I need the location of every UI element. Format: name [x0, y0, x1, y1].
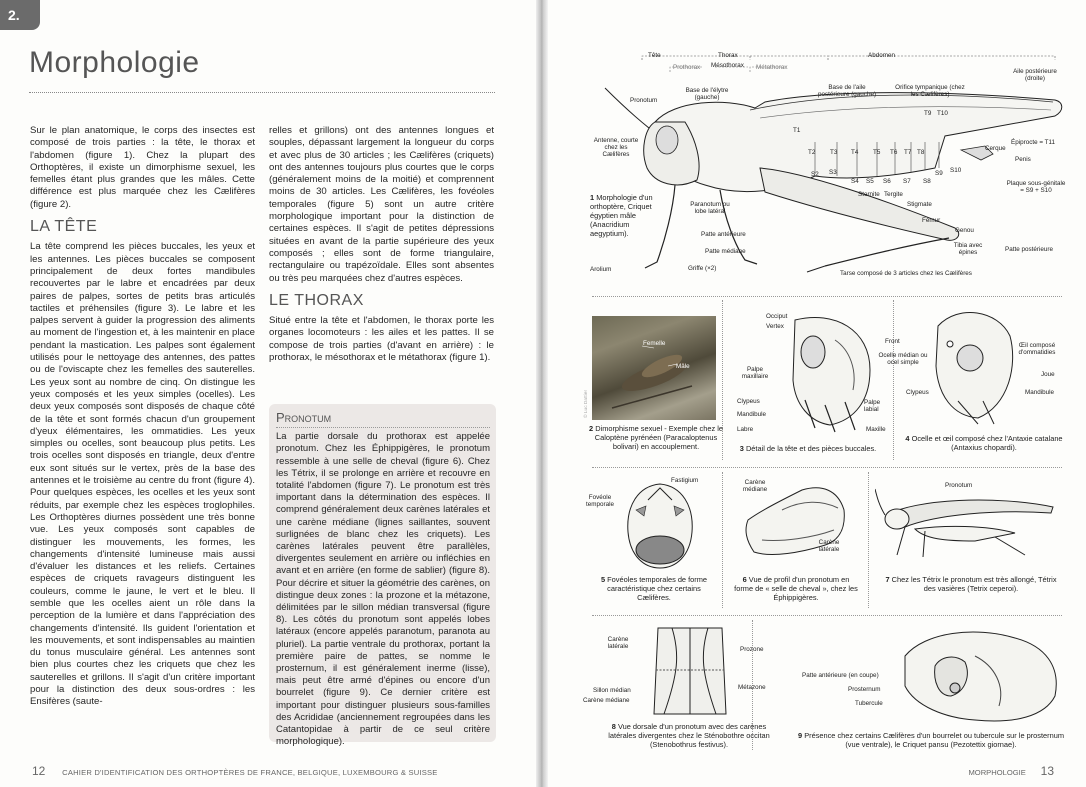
fig5-caption-text: Fovéoles temporales de forme caractéristique chez certains Cælifères. — [607, 575, 707, 602]
fig1-label-base-elytre: Base de l'élytre (gauche) — [685, 87, 729, 101]
fig1-s7: S7 — [903, 178, 911, 185]
column-1 — [30, 125, 255, 709]
fig1-label-abdomen: Abdomen — [868, 52, 895, 59]
heading-tete: LA TÊTE — [30, 218, 98, 236]
pronotum-box — [269, 404, 496, 748]
fig1-t10: T10 — [937, 110, 948, 117]
fig1-label-cerque: Cerque — [985, 145, 1006, 152]
fig1-label-patte-post: Patte postérieure — [1005, 246, 1053, 253]
fig1-t8: T8 — [917, 149, 925, 156]
fig5-label-foveole: Fovéole temporale — [585, 494, 614, 508]
fig1-caption — [590, 193, 658, 238]
fig1-label-epiprocte: Épiprocte = T11 — [1011, 139, 1056, 146]
fig1-label-patte-ant: Patte antérieure — [701, 231, 746, 238]
fig7-caption-text: Chez les Tétrix le pronotum est très allongé, Tétrix des vasières (Tetrix ceperoi). — [891, 575, 1057, 593]
fig3-label-occiput: Occiput — [766, 313, 788, 320]
running-title-left: CAHIER D'IDENTIFICATION DES ORTHOPTÈRES DE FRANCE, BELGIQUE, LUXEMBOURG & SUISSE — [62, 768, 438, 777]
fig5-caption-num: 5 — [600, 575, 606, 584]
fig3-caption-num: 3 — [739, 444, 744, 453]
fig8-label-carene-laterale: Carène latérale — [607, 636, 629, 650]
fig9-label-patte-ant: Patte antérieure (en coupe) — [802, 672, 879, 679]
tete-paragraph: La tête comprend les pièces buccales, les yeux et les antennes. Les pièces buccales se composent principalement de deux fortes mandibules recouvertes par le labre et encadrées par deux paires de palpes, sortes de petits bras articulés tactiles et préhensiles (figure 3). Le labre et les palpes servent à guider la progression des aliments au moment de l'ingestion et, à les maintenir en place pendant la mastication. Les palpes sont également utilisés pour le nettoyage des antennes, des pattes ou de l'oviscapte chez les femelles des sauterelles. Les yeux sont au nombre de cinq. On distingue les yeux composés et les yeux simples (ocelles). Les deux yeux composés sont disposés de chaque côté de la tête et sont formés chacun d'un groupement d'yeux élémentaires, les ommatidies. Les yeux simples ou ocelles, sont beaucoup plus petits. Les trois ocelles sont disposés en triangle, deux d'entre eux sont situés sur le vertex, près de la base des antennes et le troisième au centre du front (figure 4). Pour quelques espèces, les ocelles et les yeux sont réduits, par exemple chez les espèces troglophiles. Les Orthoptères diurnes possèdent une très bonne vue. Les yeux composés sont capables de distinguer les mouvements, les formes, les changements d'intensité lumineuse mais aussi d'évaluer les distances et les reliefs. Certaines espèces de criquets ravageurs distinguent les couleurs, comme le jaune, le vert et le bleu. Il semble que les ocelles aient un rôle dans la perception de la lumière et dans l'appréciation des changements d'intensité. Ils guident l'orientation et les mouvements, et sont indispensables au maintien du tonus musculaire général. Les antennes sont bien plus courtes chez les criquets que chez les sauterelles et grillons. Il s'agit d'un critère important pour la distinction des deux sous-ordres : les Ensifères (saute- — [30, 241, 255, 708]
fig6-label-carene-laterale: Carène latérale — [818, 539, 840, 553]
fig3-caption — [728, 444, 888, 453]
fig1-label-antenne: Antenne, courte chez les Cælifères — [593, 137, 639, 158]
fig5-label-fastigium: Fastigium — [671, 477, 699, 484]
running-title-right: MORPHOLOGIE — [968, 768, 1026, 777]
fig3-label-vertex: Vertex — [766, 323, 784, 330]
fig1-label-patte-med: Patte médiane — [705, 248, 746, 255]
fig6-label-carene-mediane: Carène médiane — [742, 479, 768, 493]
fig4-label-oeil: Œil composé d'ommatidies — [1018, 342, 1056, 356]
fig2-credit: © Luc Dattier — [584, 389, 589, 418]
fig1-caption-num: 1 — [590, 193, 595, 202]
intro-paragraph: Sur le plan anatomique, le corps des insectes est composé de trois parties : la tête, le thorax et l'abdomen (figure 1). Chez la plupart des Orthoptères, il existe un dimorphisme sexuel, les femelles étant plus grandes que les mâles. Cette différence est plus marquée chez les Cælifères (figure 2). — [30, 125, 255, 210]
fig1-label-mesothorax: Mésothorax — [711, 62, 744, 69]
fig2-caption — [588, 424, 724, 451]
fig5-drawing — [620, 480, 700, 572]
fig4-caption — [904, 434, 1064, 452]
fig1-label-aile-post: Aile postérieure (droite) — [1013, 68, 1057, 82]
book-gutter — [536, 0, 548, 787]
fig1-caption-text: Morphologie d'un orthoptère, Criquet égyptien mâle (Anacridium aegyptium). — [590, 193, 653, 238]
fig1-label-genou: Genou — [955, 227, 974, 234]
fig8-label-prozone: Prozone — [740, 646, 764, 653]
fig4-label-ocelle: Ocelle médian ou ocel simple — [878, 352, 928, 366]
fig1-label-orifice: Orifice tympanique (chez les Cælifères) — [895, 84, 965, 98]
fig3-label-palpe-labial: Palpe labial — [864, 399, 881, 413]
fig6-caption — [733, 575, 859, 602]
fig6-caption-num: 6 — [742, 575, 747, 584]
fig5-caption — [596, 575, 712, 602]
fig1-label-stigmate: Stigmate — [907, 201, 932, 208]
fig3-label-labre: Labre — [737, 426, 754, 433]
fig2-grasshoppers — [592, 316, 716, 420]
fig8-label-metazone: Métazone — [738, 684, 766, 691]
fig8-caption-text: Vue dorsale d'un pronotum avec des carènes latérales divergentes chez le Sténobothre occitan (Stenobothrus festivus). — [608, 722, 770, 749]
right-footer — [968, 764, 1054, 778]
fig1-label-pronotum: Pronotum — [630, 97, 658, 104]
fig1-t6: T6 — [890, 149, 898, 156]
box-title: Pronotum — [276, 412, 490, 428]
fig1-t3: T3 — [830, 149, 838, 156]
fig7-caption-num: 7 — [885, 575, 890, 584]
fig3-label-mandibule: Mandibule — [737, 411, 767, 418]
fig2-label-femelle: Femelle — [643, 340, 666, 347]
fig4-label-clypeus: Clypeus — [906, 389, 929, 396]
fig1-label-plaque: Plaque sous-génitale = S9 + S10 — [1006, 180, 1066, 194]
fig4-caption-text: Ocelle et œil composé chez l'Antaxie catalane (Antaxius chopardi). — [911, 434, 1063, 452]
title-rule — [29, 92, 495, 93]
separator-1 — [592, 296, 1062, 297]
fig3-head-drawing — [775, 310, 885, 435]
heading-thorax: LE THORAX — [269, 291, 364, 309]
fig1-t2: T2 — [808, 149, 816, 156]
fig1-s2: S2 — [811, 171, 819, 178]
fig1-s3: S3 — [829, 169, 837, 176]
fig1-label-thorax: Thorax — [718, 52, 738, 59]
fig1-label-arolium: Arolium — [590, 266, 612, 273]
fig1-s4: S4 — [851, 178, 859, 185]
fig1-label-prothorax: Prothorax — [673, 64, 701, 71]
fig1-label-penis: Penis — [1015, 156, 1031, 163]
fig2-caption-text: Dimorphisme sexuel - Exemple chez le Caloptène pyrénéen (Paracaloptenus bolivari) en accouplement. — [594, 424, 723, 451]
vsep-3 — [722, 472, 723, 608]
left-footer — [32, 764, 438, 778]
fig3-label-clypeus: Clypeus — [737, 398, 760, 405]
box-paragraph: La partie dorsale du prothorax est appelée pronotum. Chez les Éphippigères, le pronotum ressemble à une selle de cheval (figure 6). Chez les Tétrix, il se prolonge en arrière et recouvre en totalité l'abdomen (figure 7). Le pronotum est très important dans la détermination des espèces. Il comprend généralement deux carènes latérales et une carène médiane (lignes saillantes, souvent surlignées de blanc chez les criquets). Les carènes latérales peuvent être parallèles, divergentes seulement en arrière ou infléchies en avant et en arrière (en forme de sablier) (figure 8). Pour décrire et situer la géométrie des carènes, on distingue deux zones : la prozone et la métazone, délimitées par le sillon médian transversal (figure 8). Les côtés du pronotum sont appelés lobes latéraux (encore appelés paranotum, paranota au pluriel). La partie ventrale du prothorax, portant la première paire de pattes, se nomme le prosternum, il est généralement inerme (lisse), mais peut être armé d'épines ou encore d'un bourrelet (figure 9). Ce dernier critère est important pour distinguer plusieurs sous-familles des Acrididae (anciennement regroupées dans les Catantopidae à partir de ce seul critère morphologique). — [276, 431, 490, 748]
fig2-caption-num: 2 — [589, 424, 594, 433]
fig8-drawing — [650, 624, 730, 720]
fig1-t1: T1 — [793, 127, 801, 134]
fig1-label-femur: Fémur — [922, 217, 941, 224]
fig1-label-tergite: Tergite — [884, 191, 903, 198]
fig3-label-palpe-maxillaire: Palpe maxillaire — [741, 366, 769, 380]
fig9-label-tubercule: Tubercule — [855, 700, 883, 707]
fig1-label-metathorax: Métathorax — [756, 64, 788, 71]
vsep-4 — [868, 472, 869, 608]
fig9-label-prosternum: Prosternum — [848, 686, 881, 693]
fig4-label-joue: Joue — [1041, 371, 1055, 378]
fig8-label-carene-mediane: Carène médiane — [583, 697, 630, 704]
fig1-label-sternite: Sternite — [858, 191, 880, 198]
fig3-caption-text: Détail de la tête et des pièces buccales. — [745, 444, 877, 453]
fig6-caption-text: Vue de profil d'un pronotum en forme de « selle de cheval », chez les Éphippigères. — [734, 575, 858, 602]
fig7-caption — [880, 575, 1062, 593]
fig1-label-paranotum: Paranotum ou lobe latéral — [690, 201, 730, 215]
page-title: Morphologie — [29, 46, 200, 79]
left-page — [0, 0, 540, 787]
fig1-t4: T4 — [851, 149, 859, 156]
fig8-caption — [598, 722, 780, 749]
separator-2 — [592, 467, 1062, 468]
column-2 — [269, 125, 494, 364]
fig1-s6: S6 — [883, 178, 891, 185]
fig1-s5: S5 — [866, 178, 874, 185]
fig4-caption-num: 4 — [905, 434, 910, 443]
fig7-label-pronotum: Pronotum — [945, 482, 973, 489]
page-number-left: 12 — [32, 764, 46, 778]
fig9-drawing — [895, 626, 1065, 726]
fig1-label-base-aile: Base de l'aile postérieure (gauche) — [817, 84, 877, 98]
fig2-label-male: Mâle — [676, 363, 690, 370]
fig8-caption-num: 8 — [611, 722, 616, 731]
fig8-label-sillon-median: Sillon médian — [593, 687, 631, 694]
separator-3 — [592, 615, 1062, 616]
fig9-caption-num: 9 — [798, 731, 803, 740]
fig7-drawing — [875, 485, 1060, 565]
fig3-label-maxille: Maxille — [866, 426, 886, 433]
fig1-label-tibia: Tibia avec épines — [953, 242, 983, 256]
fig1-t9: T9 — [924, 110, 932, 117]
fig1-t5: T5 — [873, 149, 881, 156]
fig2-photo — [592, 316, 716, 420]
fig4-label-mandibule: Mandibule — [1025, 389, 1055, 396]
fig1-t7: T7 — [904, 149, 912, 156]
col2-paragraph: relles et grillons) ont des antennes longues et souples, dépassant largement la longueur du corps et avec plus de 30 articles ; les Cælifères (criquets) ont des antennes toujours plus courtes que le corps (généralement moins de la moitié) et comprennent moins de 30 articles. Les Cælifères, les fovéoles temporales (figure 5) sont un autre critère morphologique important pour la distinction de certaines espèces. Il s'agit de petites dépressions situées en avant de la partie supérieure des yeux composés ; elles sont de forme triangulaire, rectangulaire ou trapézoïdale. Elles sont absentes ou très peu marquées chez d'autres espèces. — [269, 125, 494, 284]
fig1-label-tete: Tête — [648, 52, 661, 59]
fig9-caption-text: Présence chez certains Cælifères d'un bourrelet ou tubercule sur le prosternum (vue ventrale), le Criquet pansu (Pezotettix giornae). — [804, 731, 1064, 749]
thorax-paragraph: Situé entre la tête et l'abdomen, le thorax porte les organes locomoteurs : les ailes et les pattes. Il se compose de trois parties (d'avant en arrière) : le prothorax, le mésothorax et le métathorax (figure 1). — [269, 315, 494, 364]
fig1-s10: S10 — [950, 167, 962, 174]
fig4-label-front: Front — [885, 338, 900, 345]
fig4-head-drawing — [928, 306, 1018, 426]
fig1-label-tarse: Tarse composé de 3 articles chez les Cælifères — [840, 270, 972, 277]
fig1-s8: S8 — [923, 178, 931, 185]
chapter-badge: 2. — [0, 0, 40, 30]
fig1-label-griffe: Griffe (×2) — [688, 265, 717, 272]
vsep-2 — [893, 300, 894, 460]
fig1-s9: S9 — [935, 170, 943, 177]
fig9-caption — [795, 731, 1067, 749]
page-number-right: 13 — [1040, 764, 1054, 778]
